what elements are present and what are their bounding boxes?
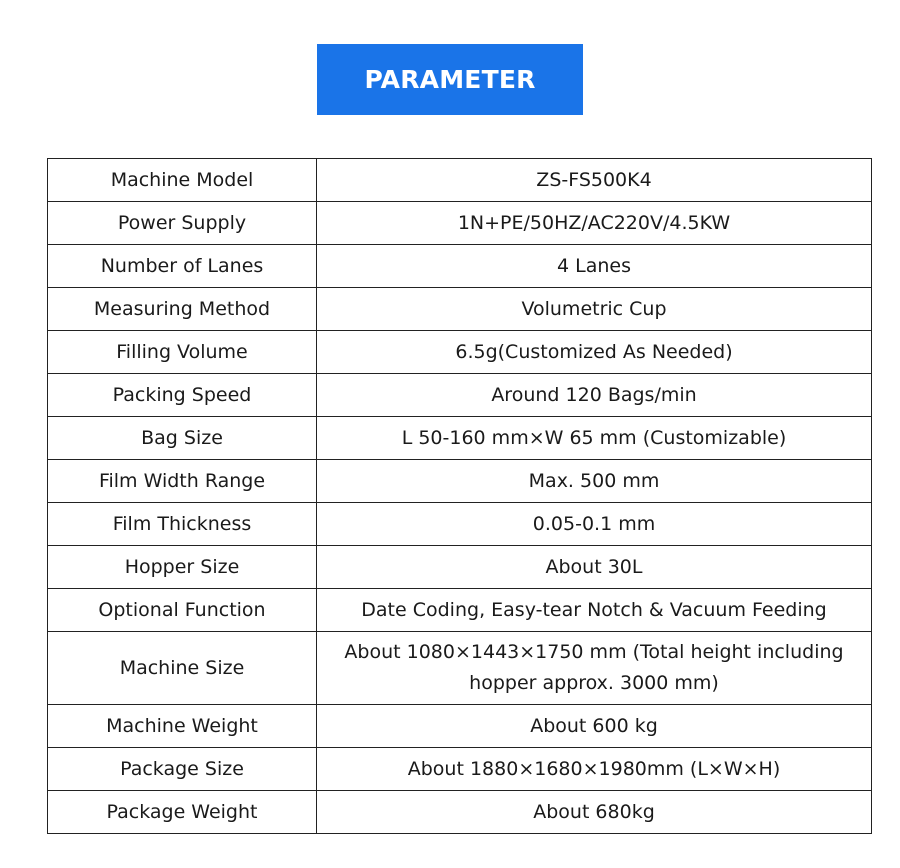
row-value: About 600 kg	[317, 705, 872, 748]
table-row	[48, 331, 872, 374]
row-value: Around 120 Bags/min	[317, 374, 872, 417]
table-row	[48, 791, 872, 834]
table-row	[48, 748, 872, 791]
row-label: Film Thickness	[48, 503, 317, 546]
row-label: Filling Volume	[48, 331, 317, 374]
table-row	[48, 546, 872, 589]
table-row	[48, 503, 872, 546]
table-row	[48, 202, 872, 245]
row-value: About 1880×1680×1980mm (L×W×H)	[317, 748, 872, 791]
table-row	[48, 417, 872, 460]
row-value: L 50-160 mm×W 65 mm (Customizable)	[317, 417, 872, 460]
row-value: Date Coding, Easy-tear Notch & Vacuum Feeding	[317, 589, 872, 632]
row-value: 0.05-0.1 mm	[317, 503, 872, 546]
parameter-title-banner	[317, 44, 583, 115]
row-label: Optional Function	[48, 589, 317, 632]
row-value: Max. 500 mm	[317, 460, 872, 503]
parameter-table	[47, 158, 872, 834]
row-label: Measuring Method	[48, 288, 317, 331]
row-label: Packing Speed	[48, 374, 317, 417]
table-row	[48, 374, 872, 417]
row-label: Machine Size	[48, 632, 317, 705]
row-value: 1N+PE/50HZ/AC220V/4.5KW	[317, 202, 872, 245]
row-value: About 30L	[317, 546, 872, 589]
table-row	[48, 632, 872, 705]
row-label: Package Weight	[48, 791, 317, 834]
row-label: Bag Size	[48, 417, 317, 460]
row-value: 6.5g(Customized As Needed)	[317, 331, 872, 374]
row-value: 4 Lanes	[317, 245, 872, 288]
row-label: Power Supply	[48, 202, 317, 245]
table-row	[48, 705, 872, 748]
page-title: PARAMETER	[364, 65, 536, 94]
row-value: ZS-FS500K4	[317, 159, 872, 202]
row-label: Machine Model	[48, 159, 317, 202]
row-value: Volumetric Cup	[317, 288, 872, 331]
row-label: Number of Lanes	[48, 245, 317, 288]
row-label: Film Width Range	[48, 460, 317, 503]
row-value: About 680kg	[317, 791, 872, 834]
row-label: Machine Weight	[48, 705, 317, 748]
row-label: Package Size	[48, 748, 317, 791]
row-label: Hopper Size	[48, 546, 317, 589]
row-value: About 1080×1443×1750 mm (Total height including hopper approx. 3000 mm)	[317, 632, 872, 705]
table-row	[48, 589, 872, 632]
table-row	[48, 460, 872, 503]
table-row	[48, 245, 872, 288]
table-row	[48, 288, 872, 331]
table-row	[48, 159, 872, 202]
